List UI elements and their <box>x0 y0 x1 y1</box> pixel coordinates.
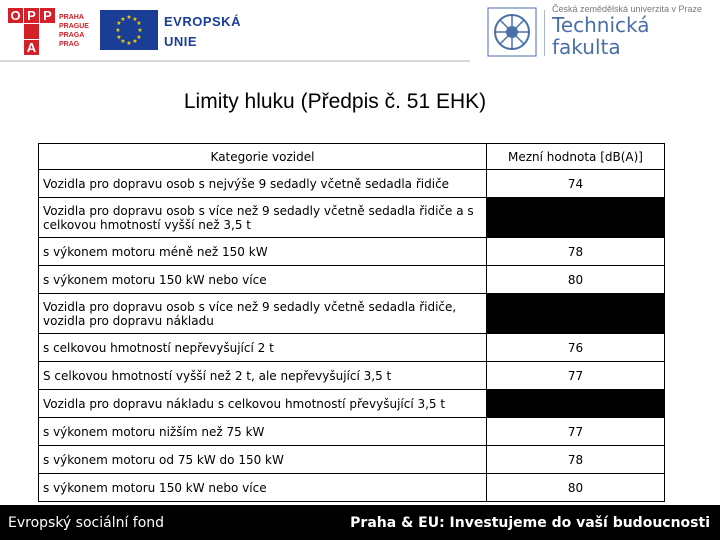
table-row <box>39 170 665 198</box>
row-category: s výkonem motoru nižším než 75 kW <box>39 418 487 446</box>
faculty-divider <box>544 10 545 56</box>
table-row <box>39 294 665 334</box>
row-value: 74 <box>487 170 665 198</box>
footer-right-text: Praha & EU: Investujeme do vaší budoucnosti <box>350 515 710 531</box>
praha-line-3: PRAGA <box>59 32 85 39</box>
row-value: 78 <box>487 238 665 266</box>
faculty-name-line-1: Technická <box>552 13 650 37</box>
svg-text:★: ★ <box>115 27 121 34</box>
svg-text:★: ★ <box>132 16 138 23</box>
svg-text:★: ★ <box>120 38 126 45</box>
eu-line-1: EVROPSKÁ <box>164 14 241 29</box>
faculty-university-name: Česká zemědělská univerzita v Praze <box>552 4 703 14</box>
header-divider <box>0 60 470 62</box>
table-row <box>39 334 665 362</box>
svg-text:★: ★ <box>116 20 122 27</box>
table-row <box>39 238 665 266</box>
svg-text:★: ★ <box>126 14 132 21</box>
eu-line-2: UNIE <box>164 34 198 49</box>
faculty-name <box>552 14 650 58</box>
table-row <box>39 362 665 390</box>
row-category: s výkonem motoru 150 kW nebo více <box>39 266 487 294</box>
table-row <box>39 474 665 502</box>
row-category: Vozidla pro dopravu osob s více než 9 sedadly včetně sedadla řidiče a s celkovou hmotností vyšší než 3,5 t <box>39 198 487 238</box>
row-value <box>487 198 665 238</box>
row-value: 77 <box>487 418 665 446</box>
faculty-logo <box>478 0 720 72</box>
eu-flag-icon <box>100 10 158 50</box>
row-category: s výkonem motoru 150 kW nebo více <box>39 474 487 502</box>
row-value <box>487 390 665 418</box>
table-row <box>39 418 665 446</box>
table-header-row <box>39 144 665 170</box>
svg-text:★: ★ <box>137 27 143 34</box>
svg-text:★: ★ <box>132 38 138 45</box>
row-value <box>487 294 665 334</box>
eu-logo-text <box>164 12 241 52</box>
svg-text:★: ★ <box>126 40 132 47</box>
table-row <box>39 390 665 418</box>
header-category: Kategorie vozidel <box>39 144 487 170</box>
faculty-name-line-2: fakulta <box>552 35 621 59</box>
row-category: s celkovou hmotností nepřevyšující 2 t <box>39 334 487 362</box>
row-category: s výkonem motoru od 75 kW do 150 kW <box>39 446 487 474</box>
praha-logo <box>58 10 96 50</box>
row-value: 80 <box>487 266 665 294</box>
footer-bar <box>0 505 720 540</box>
header <box>0 0 720 72</box>
svg-text:★: ★ <box>116 34 122 41</box>
row-category: s výkonem motoru méně než 150 kW <box>39 238 487 266</box>
row-category: Vozidla pro dopravu osob s více než 9 sedadly včetně sedadla řidiče, vozidla pro dopravu nákladu <box>39 294 487 334</box>
opp-logo <box>8 8 54 56</box>
table-row <box>39 446 665 474</box>
svg-text:★: ★ <box>120 16 126 23</box>
page-title: Limity hluku (Předpis č. 51 EHK) <box>183 90 487 113</box>
header-limit: Mezní hodnota [dB(A)] <box>487 144 665 170</box>
opp-letter-p2: P <box>40 8 55 23</box>
row-value: 78 <box>487 446 665 474</box>
faculty-emblem-icon <box>486 6 538 58</box>
row-category: S celkovou hmotností vyšší než 2 t, ale nepřevyšující 3,5 t <box>39 362 487 390</box>
row-category: Vozidla pro dopravu nákladu s celkovou hmotností převyšující 3,5 t <box>39 390 487 418</box>
row-category: Vozidla pro dopravu osob s nejvýše 9 sedadly včetně sedadla řidiče <box>39 170 487 198</box>
praha-line-4: PRAG <box>59 41 80 48</box>
opp-letter-p1: P <box>24 8 39 23</box>
svg-text:★: ★ <box>136 20 142 27</box>
table-row <box>39 198 665 238</box>
row-value: 77 <box>487 362 665 390</box>
svg-text:★: ★ <box>136 34 142 41</box>
praha-line-1: PRAHA <box>59 14 84 21</box>
noise-limits-table <box>38 143 665 502</box>
praha-line-2: PRAGUE <box>59 23 89 30</box>
table-row <box>39 266 665 294</box>
row-value: 80 <box>487 474 665 502</box>
opp-letter-o: O <box>8 8 23 23</box>
opp-letter-a: A <box>24 40 39 55</box>
row-value: 76 <box>487 334 665 362</box>
footer-left-text: Evropský sociální fond <box>8 515 165 531</box>
